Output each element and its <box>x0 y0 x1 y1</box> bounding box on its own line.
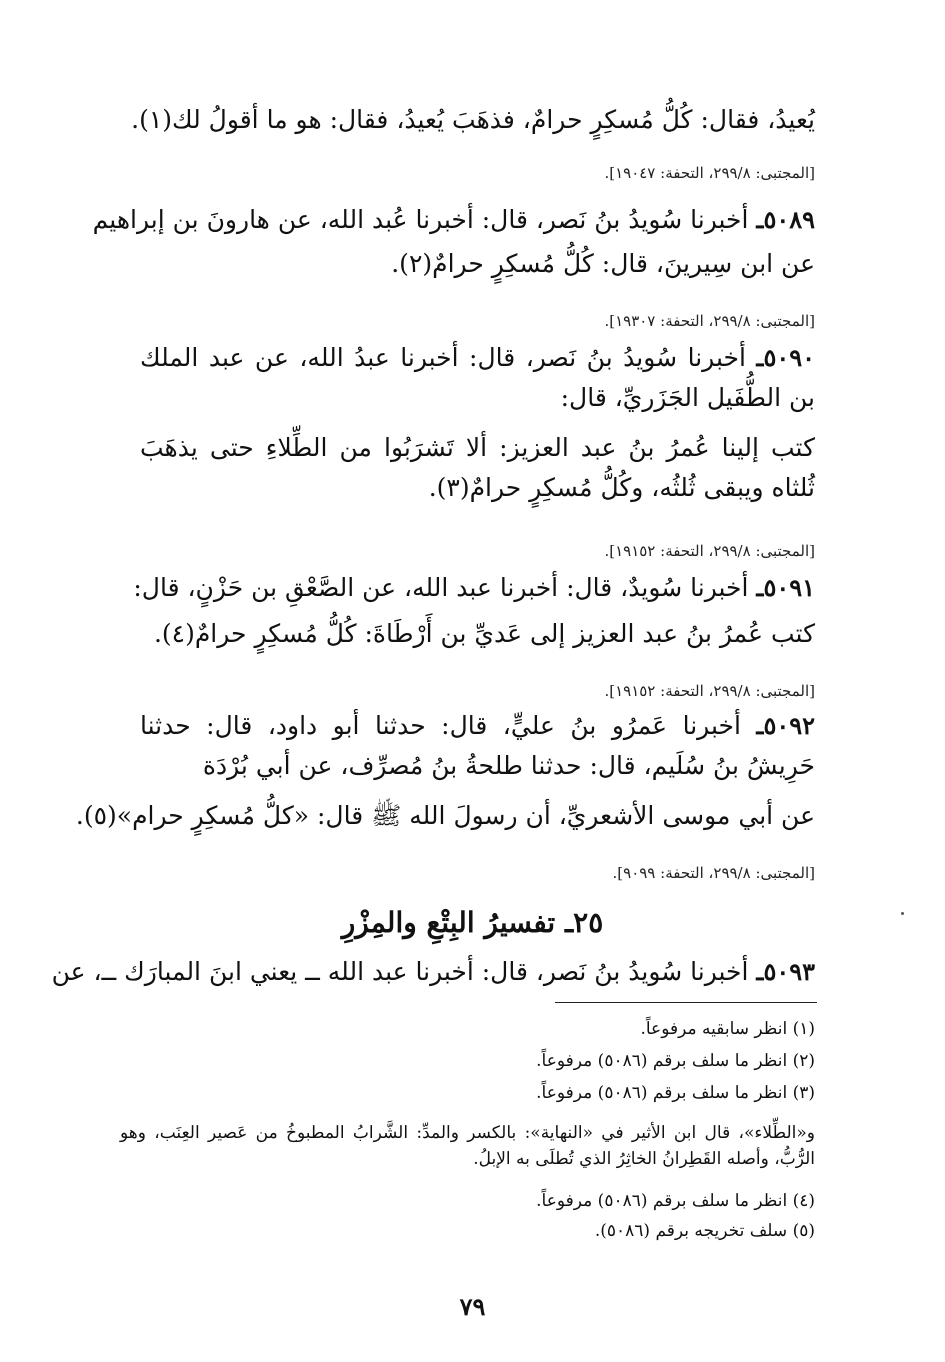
hadith-number: ٥٠٩٢ـ <box>756 711 815 740</box>
hadith-number: ٥٠٩٠ـ <box>756 343 816 372</box>
hadith-text: أخبرنا سُويدُ بنُ نَصر، قال: أخبرنا عُبد الله، عن هارونَ بن إبراهيم <box>92 205 749 234</box>
hadith-5091-line1 <box>133 568 815 608</box>
footnote-2: (٢) انظر ما سلف برقم (٥٠٨٦) مرفوعاً. <box>536 1051 815 1071</box>
footnote-4: (٤) انظر ما سلف برقم (٥٠٨٦) مرفوعاً. <box>536 1191 815 1211</box>
hadith-5090-line1 <box>140 338 815 418</box>
hadith-text: أخبرنا عَمرُو بنُ عليٍّ، قال: حدثنا أبو داود، قال: حدثنا حَرِيشُ بنُ سُلَيم، قال: حدثنا طلحةُ بنُ مُصرِّف، عن أبي بُرْدَة <box>140 711 815 780</box>
reference-5091: [المجتبى: ٢٩٩/٨، التحفة: ١٩١٥٢]. <box>604 682 815 700</box>
hadith-5090-line2: كتب إلينا عُمرُ بنُ عبد العزيز: ألا تَشرَبُوا من الطِّلاءِ حتى يذهَبَ ثُلثاه ويبقى ثُلثُه، وكُلُّ مُسكِرٍ حرامٌ(٣). <box>140 433 815 502</box>
reference-5090: [المجتبى: ٢٩٩/٨، التحفة: ١٩١٥٢]. <box>604 542 815 560</box>
hadith-5093-line1 <box>52 952 815 992</box>
footnote-divider <box>555 1002 817 1003</box>
hadith-5092-line1 <box>140 706 815 786</box>
scan-speck <box>901 912 904 915</box>
hadith-number: ٥٠٩٣ـ <box>756 957 815 986</box>
hadith-text: أخبرنا سُويدٌ، قال: أخبرنا عبد الله، عن الصَّعْقِ بن حَزْنٍ، قال: <box>133 573 749 602</box>
footnote-3-gloss: و«الطِّلاء»، قال ابن الأثير في «النهاية»: بالكسر والمدِّ: الشَّرابُ المطبوخُ من عَصير العِنَب، وهو الرُّبُّ، وأصله القَطِرانُ الخاثِرُ الذي تُطلَى به الإبلُ. <box>120 1123 815 1169</box>
hadith-5092-line2: عن أبي موسى الأشعريِّ، أن رسولَ الله ﷺ قال: «كلُّ مُسكِرٍ حرام»(٥). <box>75 801 815 830</box>
reference-5088: [المجتبى: ٢٩٩/٨، التحفة: ١٩٠٤٧]. <box>604 164 815 182</box>
footnote-3: (٣) انظر ما سلف برقم (٥٠٨٦) مرفوعاً. <box>536 1083 815 1103</box>
hadith-text: أخبرنا سُويدُ بنُ نَصر، قال: أخبرنا عبدُ الله، عن عبد الملك بن الطُّفَيل الجَزَريِّ، قال: <box>140 343 815 412</box>
chapter-heading: ٢٥ـ تفسيرُ البِتْعِ والمِزْرِ <box>341 906 604 939</box>
hadith-5089-line1 <box>93 200 815 240</box>
hadith-5091-line2: كتب عُمرُ بنُ عبد العزيز إلى عَديِّ بن أَرْطَاةَ: كُلُّ مُسكِرٍ حرامٌ(٤). <box>153 619 815 648</box>
page-number: ٧٩ <box>459 1292 486 1321</box>
hadith-text: أخبرنا سُويدُ بنُ نَصر، قال: أخبرنا عبد الله ــ يعني ابنَ المبارَك ــ، عن <box>51 957 749 986</box>
reference-5092: [المجتبى: ٢٩٩/٨، التحفة: ٩٠٩٩]. <box>612 864 815 882</box>
hadith-number: ٥٠٨٩ـ <box>756 205 815 234</box>
opening-line: يُعيدُ، فقال: كُلُّ مُسكِرٍ حرامٌ، فذهَبَ يُعيدُ، فقال: هو ما أقولُ لك(١). <box>131 105 815 134</box>
footnote-5: (٥) سلف تخريجه برقم (٥٠٨٦). <box>594 1221 815 1241</box>
reference-5089: [المجتبى: ٢٩٩/٨، التحفة: ١٩٣٠٧]. <box>604 312 815 330</box>
hadith-5089-line2: عن ابن سِيرينَ، قال: كُلُّ مُسكِرٍ حرامٌ(٢). <box>391 249 815 278</box>
footnote-1: (١) انظر سابقيه مرفوعاً. <box>640 1019 815 1039</box>
hadith-number: ٥٠٩١ـ <box>756 573 815 602</box>
